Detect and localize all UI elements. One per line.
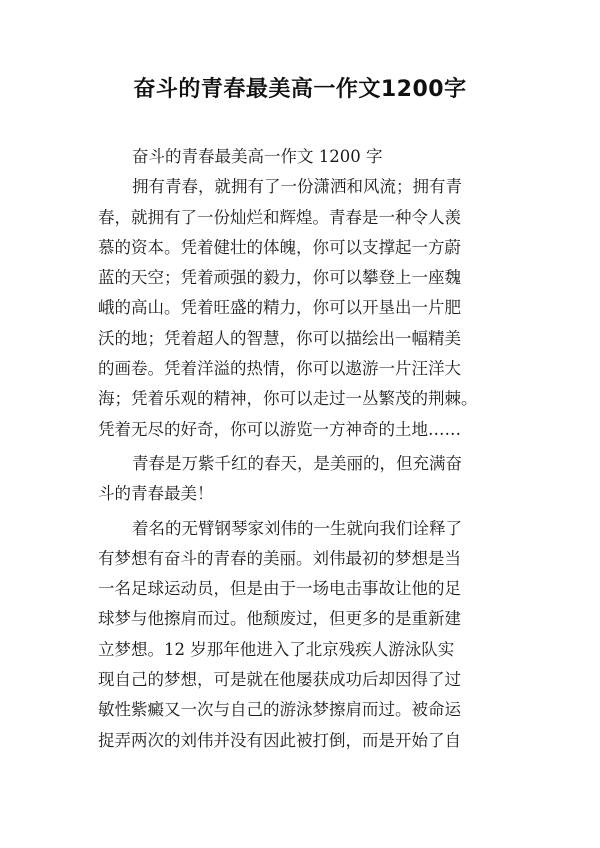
text-line: 青春是万紫千红的春天，是美丽的，但充满奋 bbox=[132, 453, 462, 473]
text-line: 敏性紫癜又一次与自己的游泳梦擦肩而过。被命运 bbox=[98, 700, 461, 720]
text-line: 慕的资本。凭着健壮的体魄，你可以支撑起一方蔚 bbox=[98, 237, 461, 257]
text-line: 拥有青春，就拥有了一份潇洒和风流；拥有青 bbox=[132, 177, 462, 197]
text-line: 球梦与他擦肩而过。他颓废过，但更多的是重新建 bbox=[98, 609, 461, 629]
text-line: 捉弄两次的刘伟并没有因此被打倒，而是开始了自 bbox=[98, 730, 461, 750]
text-line: 峨的高山。凭着旺盛的精力，你可以开垦出一片肥 bbox=[98, 298, 461, 318]
text-line: 春，就拥有了一份灿烂和辉煌。青春是一种令人羡 bbox=[98, 207, 461, 227]
text-line: 海；凭着乐观的精神，你可以走过一丛繁茂的荆棘。 bbox=[98, 389, 478, 409]
text-line: 现自己的梦想，可是就在他屡获成功后却因得了过 bbox=[98, 670, 461, 690]
text-line: 沃的地；凭着超人的智慧，你可以描绘出一幅精美 bbox=[98, 328, 461, 348]
text-line-subtitle: 奋斗的青春最美高一作文 1200 字 bbox=[132, 147, 383, 166]
text-line: 着名的无臂钢琴家刘伟的一生就向我们诠释了 bbox=[132, 518, 462, 538]
document-title: 奋斗的青春最美高一作文1200字 bbox=[133, 77, 467, 102]
text-line: 有梦想有奋斗的青春的美丽。刘伟最初的梦想是当 bbox=[98, 548, 461, 568]
document-body bbox=[98, 142, 518, 756]
text-line: 凭着无尽的好奇，你可以游览一方神奇的土地…… bbox=[98, 419, 461, 439]
text-line: 的画卷。凭着洋溢的热情，你可以遨游一片汪洋大 bbox=[98, 359, 461, 379]
text-line: 立梦想。12 岁那年他进入了北京残疾人游泳队实 bbox=[98, 639, 455, 659]
text-line: 一名足球运动员，但是由于一场电击事故让他的足 bbox=[98, 579, 461, 599]
text-line: 斗的青春最美！ bbox=[98, 484, 214, 504]
text-line: 蓝的天空；凭着顽强的毅力，你可以攀登上一座魏 bbox=[98, 268, 461, 288]
